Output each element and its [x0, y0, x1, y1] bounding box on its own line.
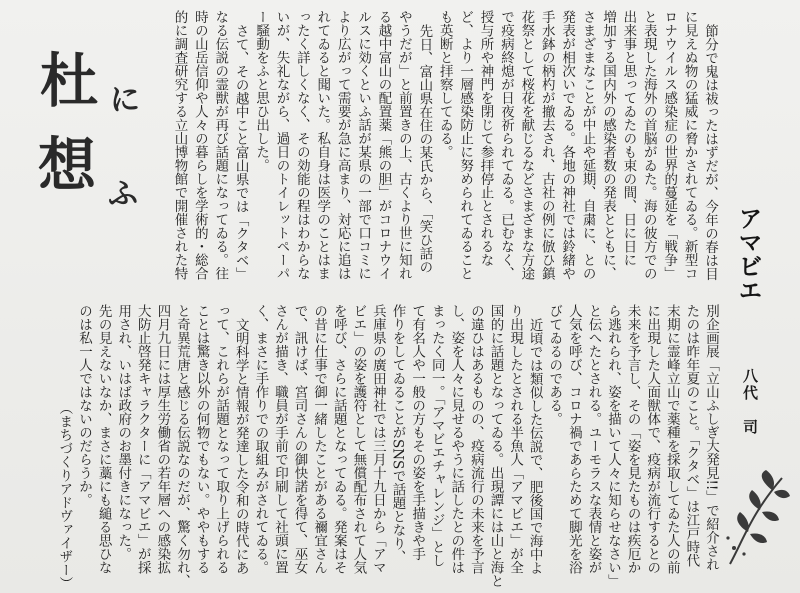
text-column: やうだが」と前置きの上、古くより世に知れ	[395, 10, 412, 280]
text-column: に見えぬ物の猛威に脅かされてゐる。新型コ	[681, 10, 698, 280]
text-column: ど、より一層感染防止に努められてゐること	[457, 10, 474, 280]
text-column: 大防止啓発キャラクターに「アマビエ」が採	[134, 304, 151, 574]
text-column: って、これらが話題となって取り上げられる	[213, 304, 230, 574]
text-column: と表現した海外の首脳がゐた。海の彼方での	[640, 10, 657, 280]
text-column: 先の見えないなか、まさに藁にも縋る思ひな	[95, 304, 112, 574]
text-column: ルスに効くといふ話が某県の一部で口コミに	[355, 10, 372, 280]
text-column: り出現したとされる半魚人「アマビエ」が全	[507, 304, 524, 574]
text-column: 手水鉢の柄杓が撤去され、古社の例に倣ひ鎮	[538, 10, 555, 280]
text-column: て有名人や一般の方もその姿を手描きや手	[409, 304, 426, 561]
text-column: さて、その越中こと富山県では「クタベ」	[232, 23, 249, 280]
text-column: で、訊けば、宮司さんの御快諾を得て、巫女	[291, 304, 308, 574]
text-column: 出来事と思ってゐたのも束の間、日に日に	[620, 10, 637, 267]
column-logo	[24, 44, 156, 236]
text-column: と奇異荒唐と感じる伝説なのだが、驚く勿れ、	[173, 304, 190, 588]
text-column: 花祭として桜花を献じるなどさまざまな方途	[518, 10, 535, 280]
text-column: を呼び、さらに話題となってゐる。発案はそ	[330, 304, 347, 574]
text-column: 文明科学と情報が発達した令和の時代にあ	[232, 317, 249, 574]
upper-tier-text	[164, 10, 720, 296]
text-column: 節分で鬼は祓ったはずだが、今年の春は目	[702, 23, 718, 280]
text-column: 国的に話題となってゐる。出現譚には山と海と	[487, 304, 504, 588]
text-column: のは私一人ではないのだらうか。	[76, 304, 92, 507]
text-column: なる伝説の霊獣が再び話題になってゐる。往	[212, 10, 229, 280]
text-column: さんが描き、職員が手前で印刷して社頭に置	[271, 304, 288, 574]
text-column: で疫病終熄が日夜祈られてゐる。已むなく、	[497, 10, 514, 280]
text-column: 発表が相次いでゐる。各地の神社では鈴緒や	[559, 10, 576, 280]
text-column: の違ひはあるものの、疫病流行の未来を予言	[467, 304, 484, 574]
text-column: ビエ」の姿を護符として無償配布されて人気	[350, 304, 367, 574]
text-column: ったく詳しくなく、その効能の程はわからな	[293, 10, 310, 280]
text-column: いが、失礼ながら、過日のトイレットペーパ	[273, 10, 290, 280]
author-affiliation: （まちづくりアドヴァイザー）	[56, 401, 73, 590]
text-column: ー騒動をふと思ひ出した。	[253, 10, 270, 172]
text-column: 増加する国内外の感染者数の発表とともに、	[599, 10, 616, 280]
text-column: 別企画展「立山ふしぎ大発見!!」で紹介され	[703, 304, 719, 572]
text-column: に出現した人面獣体で、疫病が流行するとの	[644, 304, 661, 574]
article-author: 八代 司	[741, 368, 759, 436]
text-column: 時の山岳信仰や人々の暮らしを学術的・総合	[191, 10, 208, 280]
text-column: る越中富山の配置薬「熊の胆」がコロナウイ	[375, 10, 392, 280]
text-column: 作りをしてゐることがSNSで話題となり、	[389, 304, 406, 564]
text-column: ことは驚き以外の何物でもない。ややもする	[193, 304, 210, 574]
text-column: く、まさに手作りでの取組みがされてゐる。	[252, 304, 269, 574]
text-column: も英断と拝察してゐる。	[436, 10, 453, 159]
text-column: たのは昨年夏のこと。「クタベ」は江戸時代	[683, 304, 700, 568]
text-column: 先日、富山県在住の某氏から、「笑ひ話の	[416, 23, 433, 274]
text-column: 用され、いはば政府のお墨付きになった。	[115, 304, 132, 561]
text-column: びてゐるのである。	[546, 304, 563, 426]
leaf-sprig-icon	[722, 468, 792, 568]
logo-char: ふ	[108, 177, 138, 212]
article-title: アマビエ	[734, 206, 762, 302]
text-column: 的に調査研究する立山博物館で開催された特	[171, 10, 188, 280]
text-column: ロナウイルス感染症の世界的蔓延を「戦争」	[661, 10, 678, 280]
text-column: 人気を呼び、コロナ禍であらためて脚光を浴	[565, 304, 582, 574]
text-column: より広がって需要が急に高まり、対応に追は	[334, 10, 351, 280]
text-column: と伝へたとされる。ユーモラスな表情と姿が	[585, 304, 602, 574]
text-column: 授与所や神門を閉じて参拝停止とされるな	[477, 10, 494, 267]
text-column: 四月九日には厚生労働省の若年層への感染拡	[154, 304, 171, 574]
logo-char: 杜	[40, 47, 99, 115]
text-column: まったく同一。「アマビエチャレンジ」とし	[428, 304, 445, 568]
logo-char: に	[110, 83, 140, 118]
text-column: 未来を予言し、その「姿を見たものは疾厄か	[624, 304, 641, 574]
lower-tier-text	[38, 304, 720, 590]
text-column: さまざまなことが中止や延期、自粛に、との	[579, 10, 596, 280]
text-column: 末期に霊峰立山で薬種を採取してゐた人の前	[663, 304, 680, 574]
text-column: の昔に仕事で御一緒したことがある禰宜さん	[311, 304, 328, 574]
text-column: 兵庫県の廣田神社では三月十九日から「アマ	[369, 304, 386, 574]
logo-char: 想	[38, 131, 97, 199]
text-column: し、姿を人々に見せるやうに話したとの件は	[448, 304, 465, 574]
text-column: 近頃では類似した伝説で、肥後国で海中よ	[526, 317, 543, 574]
text-column: れてゐると聞いた。私自身は医学のことはま	[314, 10, 331, 280]
text-column: ら逃れられ、姿を描いて人々に知らせなさい」	[605, 304, 622, 588]
